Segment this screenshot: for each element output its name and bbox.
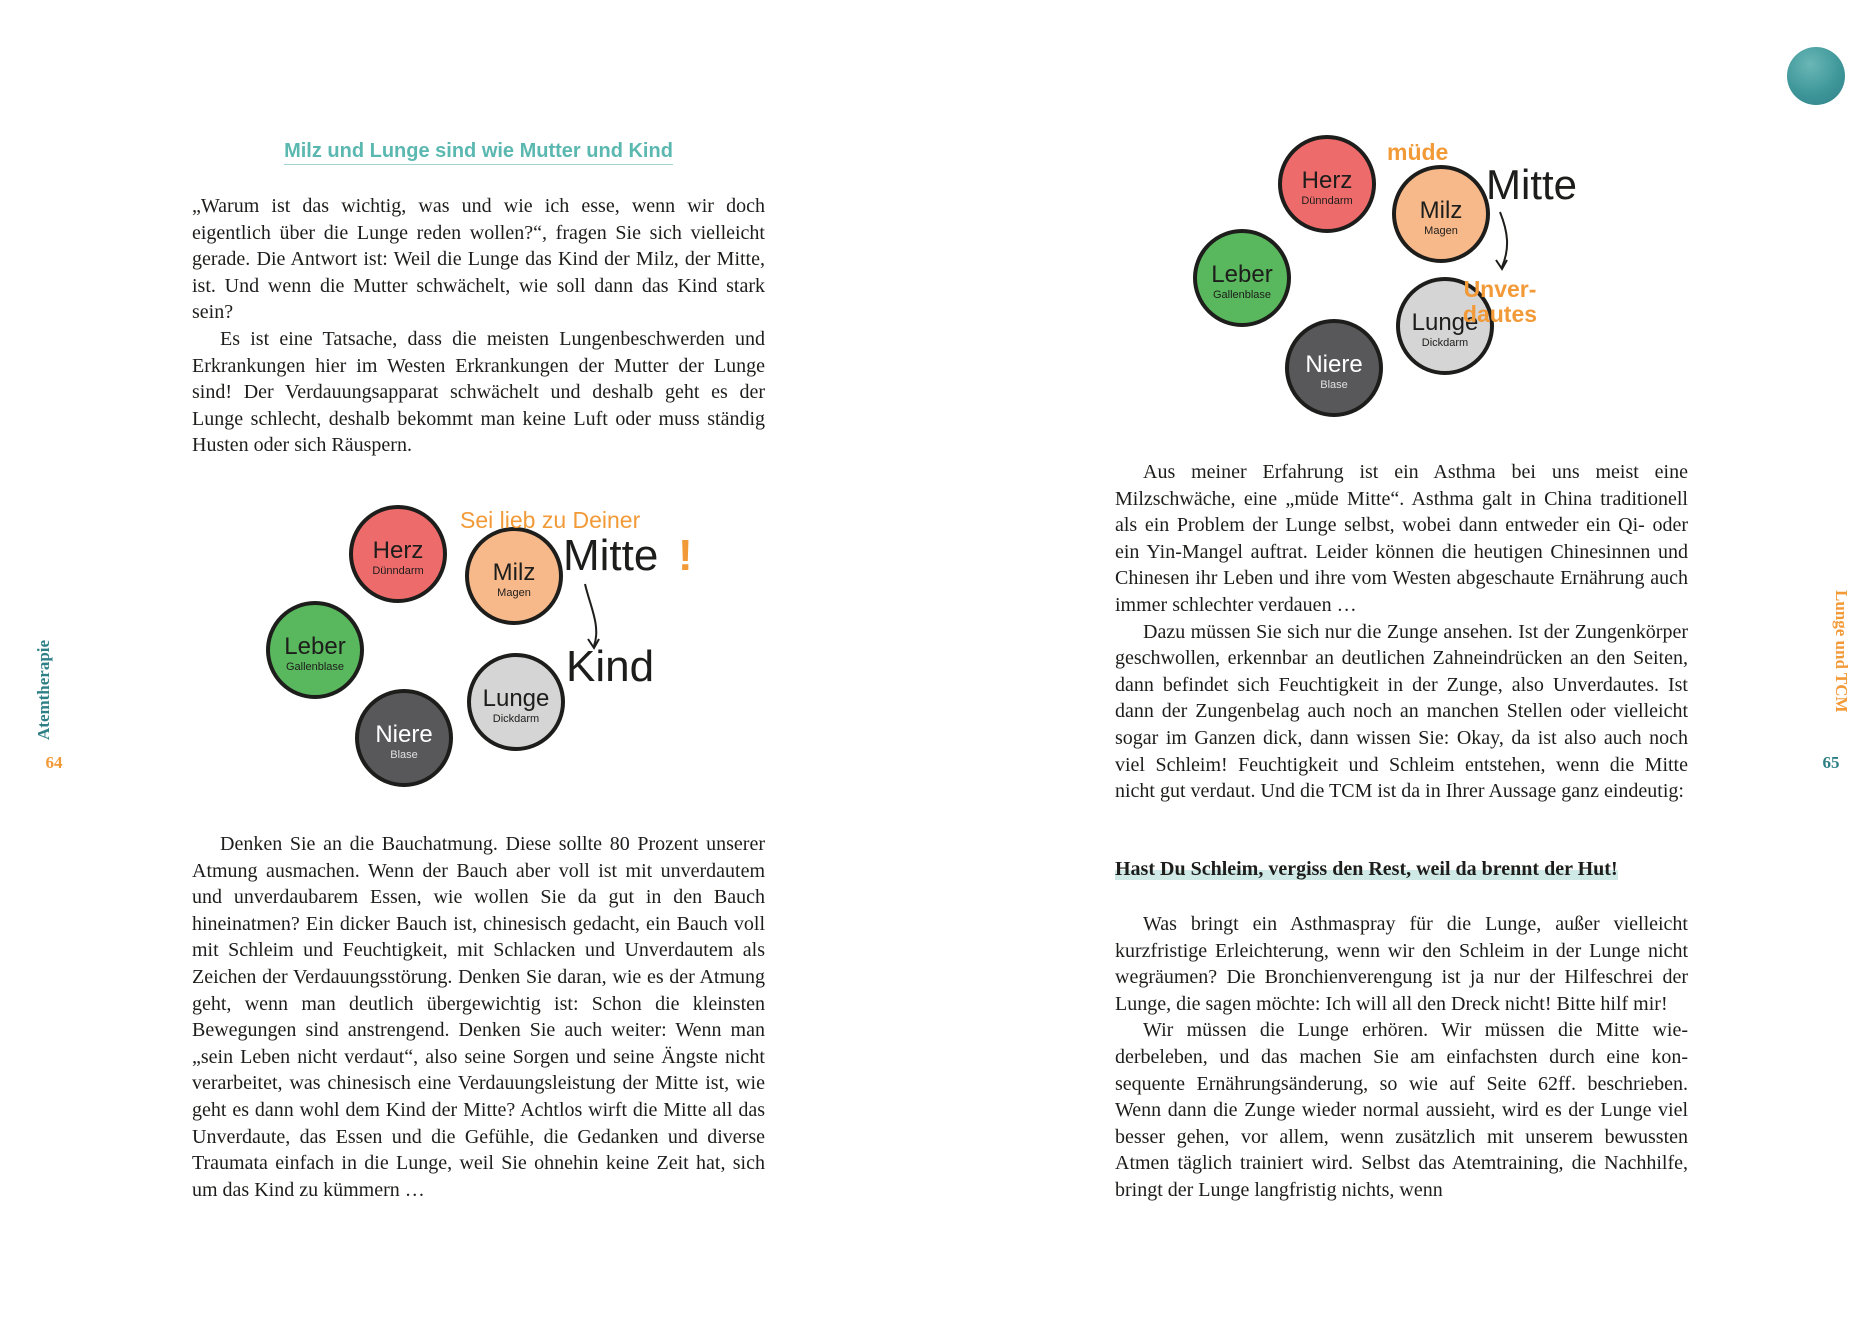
niere-label: Niere <box>1305 351 1363 378</box>
lunge-sub: Dickdarm <box>1421 337 1469 349</box>
diagram-exclaim: ! <box>678 531 693 580</box>
right-text-top <box>1115 459 1688 805</box>
paragraph: Wir müssen die Lunge erhören. Wir müssen die Mitte wiederbeleben, und das machen Sie am einfachsten durch eine konsequente Ernährungsänderung, so wie auf Seite 62ff. beschrieben. Wenn dann die Zunge wieder normal aussieht, wird es der Lunge viel besser gehen, vor allem, wenn zusätzlich mit unserem bewussten Atmen täglich trainiert wird. Selbst das Atemtraining, die Nachhilfe, bringt der Lunge langfristig nichts, wenn <box>1115 1019 1688 1201</box>
paragraph: Denken Sie an die Bauchatmung. Diese sollte 80 Prozent unserer Atmung ausmachen. Wenn der Bauch aber voll ist mit unverdautem und unverdaubarem Essen, wie wollen Sie da gut in den Bauch hineinatmen? Ein dicker Bauch ist, chinesisch gedacht, ein Bauch voll mit Schleim und Feuchtigkeit, mit Schlacken und Unverdautem als Zeichen der Verdauungsstörung. Denken Sie daran, wie es der Atmung geht, wenn man deutlich übergewichtig ist: Schon die kleinsten Bewegungen sind anstrengend. Denken Sie auch weiter: Wenn man „sein Leben nicht verdaut“, also seine Sorgen und seine Ängste nicht verarbeitet, was chinesisch eine Verdauungsleistung der Mitte ist, wie geht es dann wohl dem Kind der Mitte? Achtlos wirft die Mitte all das Unverdaute, das Essen und die Gefühle, die Gedanken und diverse Traumata einfach in die Lunge, weil Sie ohnehin keine Zeit hat, sich um das Kind zu kümmern … <box>192 833 765 1201</box>
right-text-bottom <box>1115 911 1688 1204</box>
paragraph: Was bringt ein Asthmaspray für die Lunge, außer vielleicht kurzfristige Erleichterung, wenn wir den Schleim in der Lunge nicht wegräumen? Die Bronchienverengung ist ja nur der Hilfeschrei der Lunge, die sagen möchte: Ich will all den Dreck nicht! Bitte hilf mir! <box>1115 913 1688 1015</box>
leber-sub: Gallenblase <box>1212 289 1272 301</box>
niere-circle <box>357 691 451 785</box>
diagram-target-line2: dautes <box>1462 301 1538 327</box>
lunge-label: Lunge <box>482 685 550 712</box>
organ-diagram-right <box>1190 132 1590 422</box>
lunge-sub: Dickdarm <box>492 713 540 725</box>
paragraph: „Warum ist das wichtig, was und wie ich esse, wenn wir doch eigentlich über die Lunge reden wollen?“, fragen Sie sich vielleicht gerade. Die Antwort ist: Weil die Lunge das Kind der Milz, der Mitte, ist. Und wenn die Mutter schwächelt, wie soll dann das Kind stark sein? <box>192 195 765 324</box>
herz-circle <box>351 507 445 601</box>
running-head: Atemtherapie <box>34 639 53 740</box>
arrow-head-icon <box>1496 260 1507 269</box>
lunge-label: Lunge <box>1411 309 1479 336</box>
highlight-quote <box>1115 858 1688 881</box>
chapter-tab-dot <box>1787 47 1845 105</box>
arrow-icon <box>585 584 596 646</box>
running-head: Lunge und TCM <box>1832 590 1851 713</box>
niere-label: Niere <box>375 721 433 748</box>
milz-sub: Magen <box>497 587 531 599</box>
paragraph: Dazu müssen Sie sich nur die Zunge ansehen. Ist der Zungenkörper geschwollen, erkennbar an deutlichen Zahneindrücken an den Seiten, dann befindet sich Feuchtigkeit in der Zunge, also Unverdautes. Ist dann der Zungenbelag auch noch an manchen Stellen oder vielleicht sogar im Ganzen dick, dann wissen Sie: Okay, da ist also auch noch viel Schleim! Feuchtigkeit und Schleim entstehen, wenn die Mitte nicht gut verdaut. Und die TCM ist da in Ihrer Aussage ganz eindeutig: <box>1115 620 1688 803</box>
leber-sub: Gallenblase <box>285 661 345 673</box>
leber-label: Leber <box>284 633 346 660</box>
diagram-headline: müde <box>1387 139 1449 165</box>
niere-sub: Blase <box>1320 379 1348 391</box>
herz-circle <box>1280 137 1374 231</box>
diagram-big-word: Mitte <box>563 531 659 580</box>
herz-label: Herz <box>1301 167 1353 194</box>
diagram-target-line1: Unver- <box>1463 276 1537 302</box>
herz-sub: Dünndarm <box>1301 195 1353 207</box>
section-title: Milz und Lunge sind wie Mutter und Kind <box>192 140 765 163</box>
left-text-bottom <box>192 831 765 1203</box>
leber-circle <box>1195 231 1289 325</box>
left-text-top <box>192 193 765 459</box>
leber-circle <box>268 603 362 697</box>
milz-sub: Magen <box>1424 225 1458 237</box>
page-number: 64 <box>45 753 63 772</box>
niere-sub: Blase <box>390 749 418 761</box>
arrow-icon <box>1500 212 1507 267</box>
diagram-target-word: Kind <box>566 642 655 691</box>
highlight-text: Hast Du Schleim, vergiss den Rest, weil da brennt der Hut! <box>1115 858 1618 880</box>
right-page <box>935 0 1870 1332</box>
diagram-headline: Sei lieb zu Deiner <box>460 507 641 533</box>
niere-circle <box>1287 321 1381 415</box>
herz-sub: Dünndarm <box>372 565 424 577</box>
milz-circle <box>1394 167 1488 261</box>
milz-label: Milz <box>1419 197 1463 224</box>
organ-diagram-left <box>258 496 708 796</box>
lunge-circle <box>469 655 563 749</box>
paragraph: Aus meiner Erfahrung ist ein Asthma bei uns meist eine Milzschwäche, eine „müde Mitte“. Asthma galt in China traditionell als ein Problem der Lunge selbst, wobei dann entweder ein Qi- oder ein Yin-Mangel auftrat. Leider können die heutigen Chinesinnen und Chinesen ihr Leben und ihre vom Westen abgeschaute Ernährung auch immer schlechter verdauen … <box>1115 461 1688 616</box>
paragraph: Es ist eine Tatsache, dass die meisten Lungenbeschwerden und Erkrankungen hier im Westen Erkrankungen der Mutter der Lunge sind! Der Verdauungsapparat schwächelt und deshalb geht es der Lunge schlecht, deshalb bekommt man keine Luft oder muss ständig Husten oder sich Räuspern. <box>192 327 765 457</box>
milz-circle <box>467 529 561 623</box>
herz-label: Herz <box>372 537 424 564</box>
diagram-big-word: Mitte <box>1486 161 1578 208</box>
leber-label: Leber <box>1211 261 1273 288</box>
milz-label: Milz <box>492 559 536 586</box>
page-number: 65 <box>1822 753 1840 772</box>
